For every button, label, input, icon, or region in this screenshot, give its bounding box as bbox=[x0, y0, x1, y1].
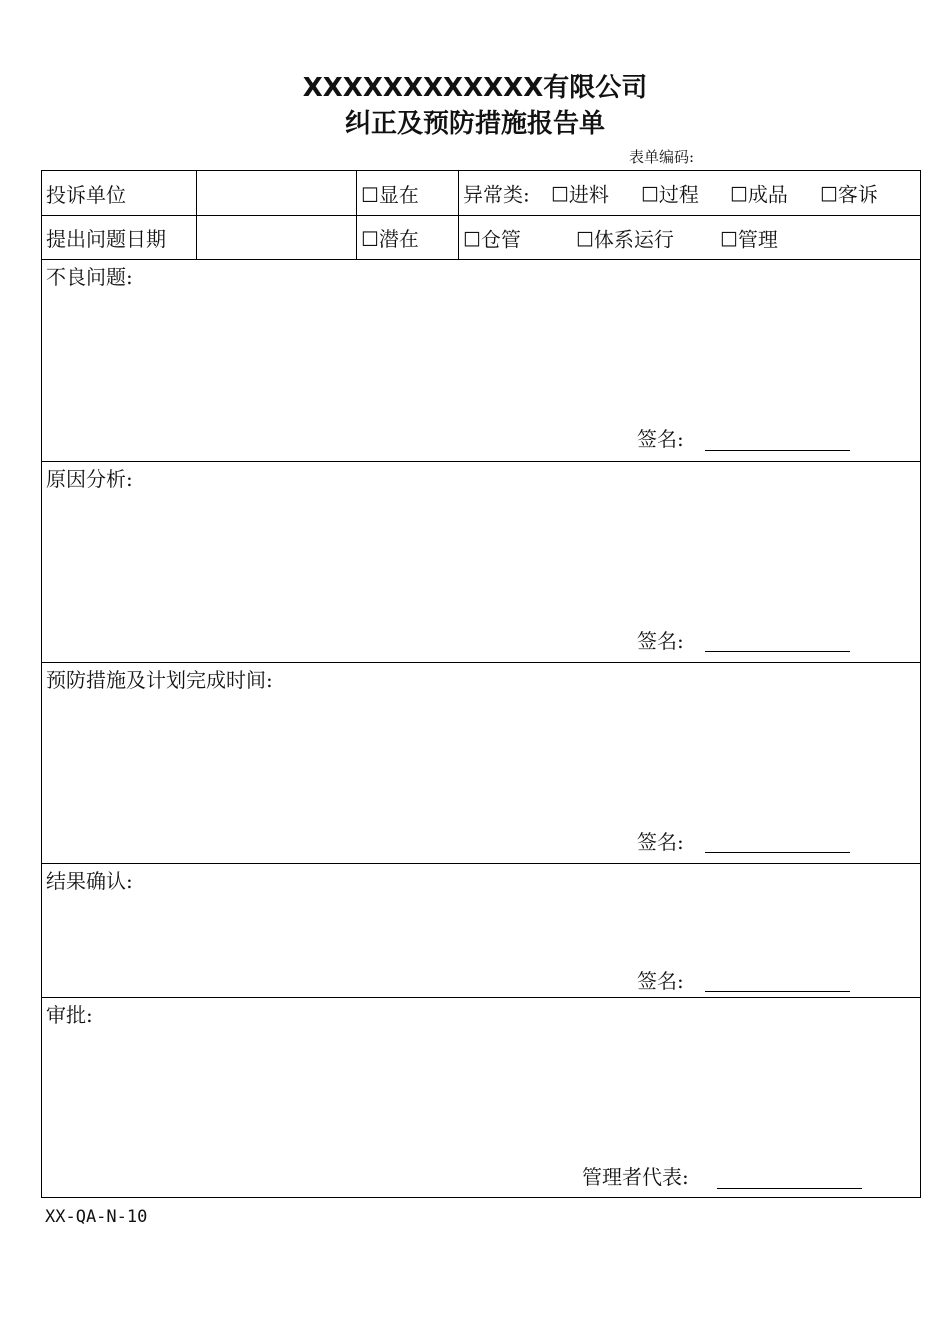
problem-section[interactable] bbox=[42, 260, 920, 462]
finished-product-checkbox[interactable]: ☐成品 bbox=[730, 182, 788, 207]
form-code-label: 表单编码: bbox=[629, 148, 695, 166]
management-rep-label: 管理者代表: bbox=[582, 1165, 689, 1189]
form-title: 纠正及预防措施报告单 bbox=[344, 109, 605, 139]
company-name: XXXXXXXXXXXX有限公司 bbox=[302, 73, 648, 103]
complaint-unit-field[interactable] bbox=[197, 171, 357, 215]
cause-label: 原因分析: bbox=[46, 467, 133, 491]
problem-label: 不良问题: bbox=[46, 265, 133, 289]
prevention-label: 预防措施及计划完成时间: bbox=[46, 668, 273, 692]
warehouse-checkbox[interactable]: ☐仓管 bbox=[463, 227, 521, 251]
complaint-unit-row bbox=[42, 171, 920, 216]
problem-sign-label: 签名: bbox=[637, 427, 684, 451]
explicit-checkbox[interactable]: ☐显在 bbox=[357, 171, 459, 215]
abnormal-type-cell bbox=[459, 171, 920, 215]
system-operation-checkbox[interactable]: ☐体系运行 bbox=[576, 227, 674, 251]
process-checkbox[interactable]: ☐过程 bbox=[641, 182, 699, 207]
management-checkbox[interactable]: ☐管理 bbox=[720, 227, 778, 251]
other-type-cell bbox=[459, 216, 920, 259]
prevention-sign-line[interactable] bbox=[705, 852, 850, 853]
incoming-checkbox[interactable]: ☐进料 bbox=[551, 182, 609, 207]
management-rep-sign-line[interactable] bbox=[717, 1188, 862, 1189]
approval-label: 审批: bbox=[46, 1003, 93, 1027]
issue-date-label: 提出问题日期 bbox=[42, 216, 197, 259]
abnormal-type-label: 异常类: bbox=[463, 182, 530, 207]
potential-checkbox[interactable]: ☐潜在 bbox=[357, 216, 459, 259]
cause-sign-label: 签名: bbox=[637, 629, 684, 653]
prevention-section[interactable] bbox=[42, 663, 920, 864]
result-label: 结果确认: bbox=[46, 869, 133, 893]
report-table bbox=[41, 170, 921, 1198]
issue-date-field[interactable] bbox=[197, 216, 357, 259]
customer-complaint-checkbox[interactable]: ☐客诉 bbox=[820, 182, 878, 207]
result-sign-line[interactable] bbox=[705, 991, 850, 992]
problem-sign-line[interactable] bbox=[705, 450, 850, 451]
result-sign-label: 签名: bbox=[637, 969, 684, 993]
result-section[interactable] bbox=[42, 864, 920, 998]
prevention-sign-label: 签名: bbox=[637, 830, 684, 854]
issue-date-row bbox=[42, 216, 920, 260]
approval-section[interactable] bbox=[42, 998, 920, 1197]
complaint-unit-label: 投诉单位 bbox=[42, 171, 197, 215]
cause-section[interactable] bbox=[42, 462, 920, 663]
cause-sign-line[interactable] bbox=[705, 651, 850, 652]
document-number: XX-QA-N-10 bbox=[45, 1207, 148, 1227]
